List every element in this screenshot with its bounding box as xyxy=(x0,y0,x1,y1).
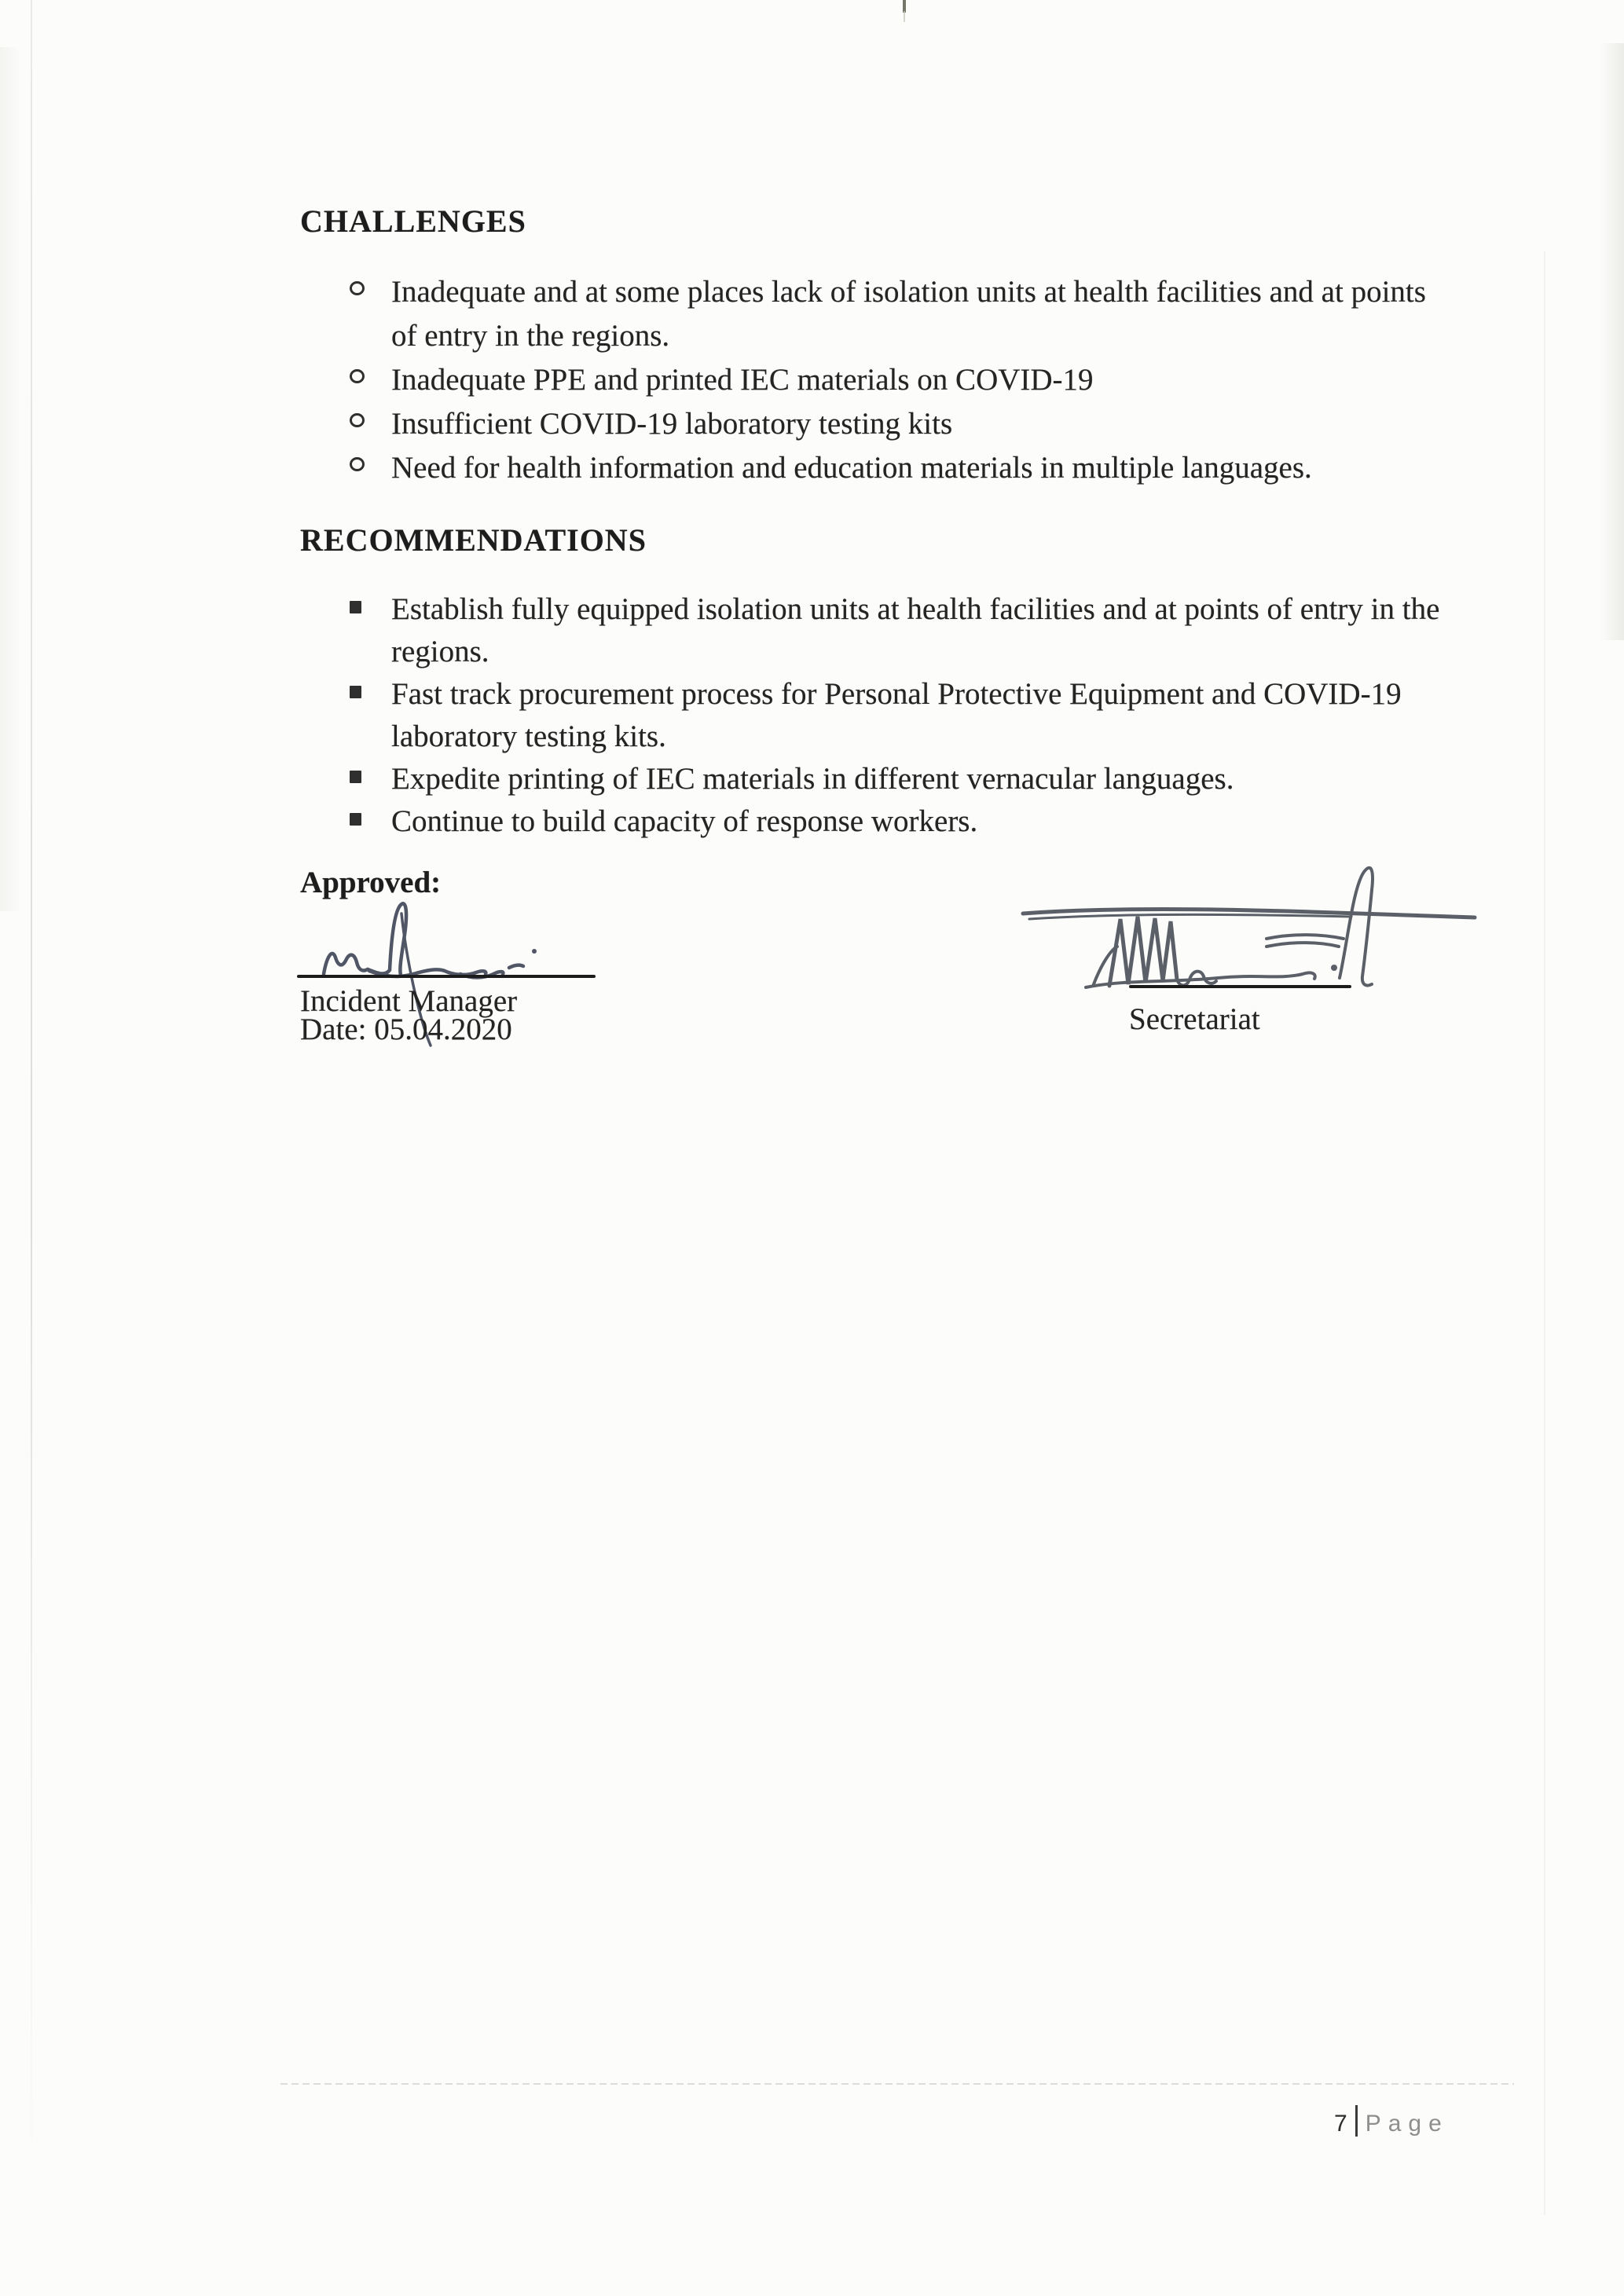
section-heading-recommendations: RECOMMENDATIONS xyxy=(300,522,647,558)
section-heading-challenges: CHALLENGES xyxy=(300,203,526,239)
signatory-role-right: Secretariat xyxy=(1129,1002,1260,1036)
square-bullet-icon xyxy=(350,686,361,698)
signatory-role-left: Incident Manager xyxy=(300,984,518,1018)
square-bullet-icon xyxy=(350,813,361,826)
scan-streak-right xyxy=(1544,251,1545,2215)
list-item-text: laboratory testing kits. xyxy=(391,720,666,753)
list-item-text: Inadequate PPE and printed IEC materials on COVID-19 xyxy=(391,363,1094,397)
list-item-text: of entry in the regions. xyxy=(391,319,670,353)
list-item-text: Need for health information and education materials in multiple languages. xyxy=(391,451,1312,485)
scan-shadow-right-edge xyxy=(1600,43,1624,640)
list-item-line xyxy=(391,761,1586,797)
list-item-line xyxy=(391,591,1586,628)
circle-bullet-icon xyxy=(350,413,365,427)
approved-label: Approved: xyxy=(300,866,442,899)
list-item-line xyxy=(391,274,1586,310)
scan-shadow-left-edge xyxy=(0,47,20,911)
list-item-line xyxy=(391,719,1586,755)
square-bullet-icon xyxy=(350,771,361,783)
list-item-line xyxy=(391,362,1586,398)
list-item-line xyxy=(391,450,1586,486)
footer-separator-bar xyxy=(1355,2105,1358,2137)
list-item-line xyxy=(391,634,1586,670)
footer-divider xyxy=(280,2083,1514,2085)
circle-bullet-icon xyxy=(350,369,365,383)
secretariat-signature xyxy=(1014,852,1485,1002)
footer-page-number: 7 xyxy=(1334,2111,1349,2137)
list-item-line xyxy=(391,676,1586,712)
signature-line xyxy=(297,975,596,978)
list-item-text: Fast track procurement process for Personal Protective Equipment and COVID-19 xyxy=(391,677,1402,711)
list-item-text: Inadequate and at some places lack of isolation units at health facilities and at points xyxy=(391,275,1426,309)
approval-date: Date: 05.04.2020 xyxy=(300,1013,512,1046)
scan-tick-top-center-tail xyxy=(904,11,905,22)
list-item-text: Establish fully equipped isolation units at health facilities and at points of entry in the xyxy=(391,592,1440,626)
circle-bullet-icon xyxy=(350,457,365,471)
scan-edge-hairline-left xyxy=(31,0,32,2184)
footer-page-word: Page xyxy=(1365,2111,1449,2137)
page-number-footer xyxy=(1334,2105,1449,2139)
list-item-text: Insufficient COVID-19 laboratory testing kits xyxy=(391,407,953,441)
list-item-line xyxy=(391,804,1586,840)
square-bullet-icon xyxy=(350,601,361,613)
list-item-text: Continue to build capacity of response workers. xyxy=(391,804,978,838)
list-item-line xyxy=(391,318,1586,354)
list-item-text: Expedite printing of IEC materials in different vernacular languages. xyxy=(391,762,1234,796)
list-item-line xyxy=(391,406,1586,442)
circle-bullet-icon xyxy=(350,281,365,295)
list-item-text: regions. xyxy=(391,635,489,668)
signature-line xyxy=(1129,985,1351,988)
